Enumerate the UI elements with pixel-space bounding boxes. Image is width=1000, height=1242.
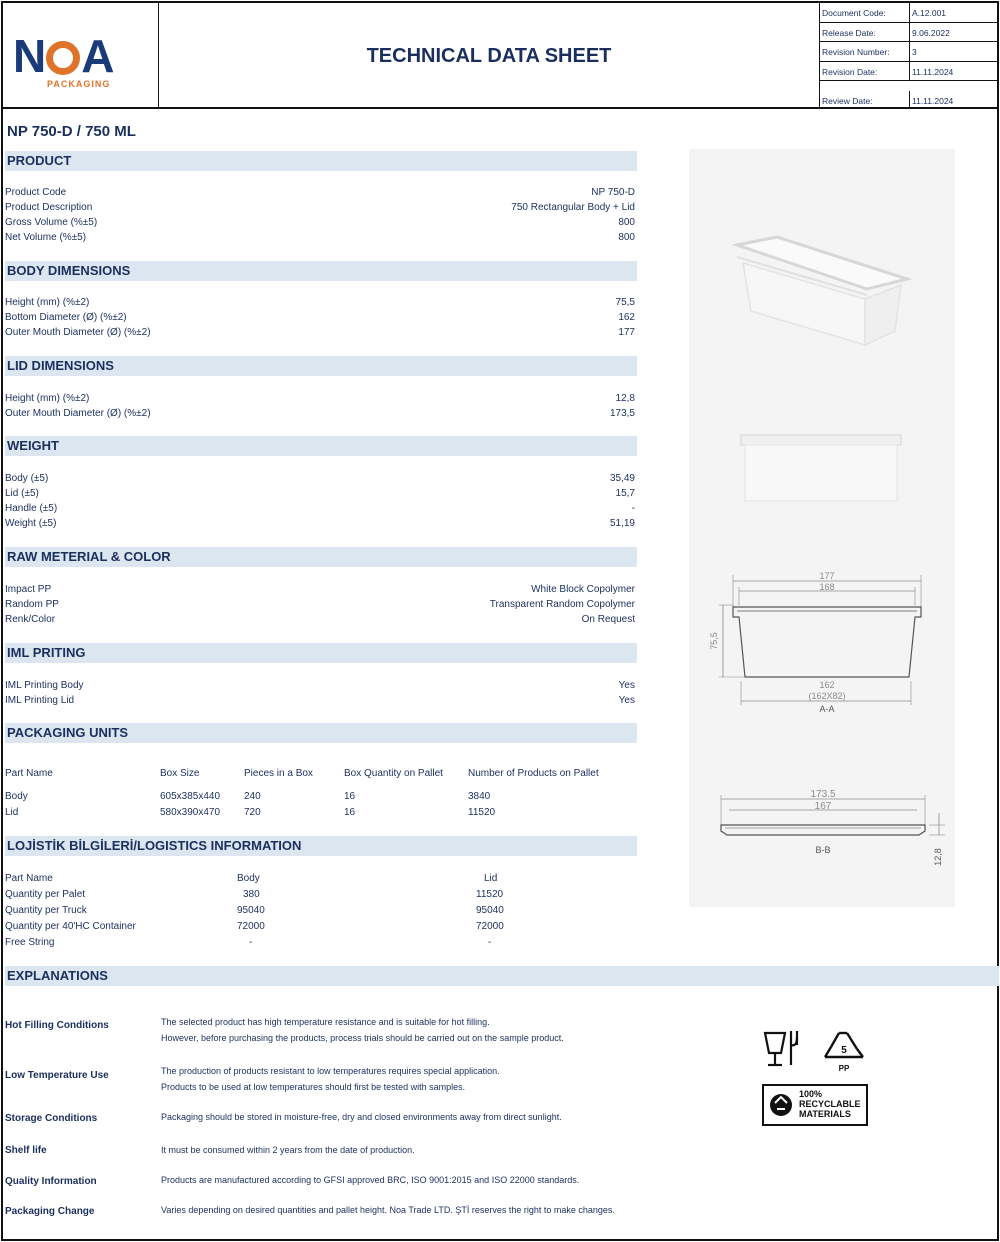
- document-header: [3, 3, 997, 109]
- logo-subtitle: PACKAGING: [47, 79, 111, 89]
- section-product: PRODUCT: [5, 151, 637, 171]
- packaging-header-row: Part Name Box Size Pieces in a Box Box Quantity on Pallet Number of Products on Pallet: [5, 768, 599, 779]
- product-drawings-panel: [689, 149, 955, 907]
- drawing-b-b: [721, 795, 945, 835]
- bb-top-outer: 173.5: [810, 789, 836, 800]
- product-drawings: [689, 149, 955, 907]
- spec-row: Net Volume (%±5) 800: [5, 232, 635, 243]
- table-row: Quantity per Palet 380 11520: [5, 889, 504, 900]
- spec-row: Random PP Transparent Random Copolymer: [5, 599, 635, 610]
- explanation-text: However, before purchasing the products, process trials should be carried out on the sample product.: [161, 1033, 564, 1043]
- recycle-line-3: MATERIALS: [799, 1109, 851, 1119]
- section-packaging-units: PACKAGING UNITS: [5, 723, 637, 743]
- explanation-text: Products to be used at low temperatures should first be tested with samples.: [161, 1082, 466, 1092]
- spec-row: Gross Volume (%±5) 800: [5, 217, 635, 228]
- bb-top-inner: 167: [814, 801, 832, 812]
- spec-row: Body (±5) 35,49: [5, 473, 635, 484]
- explanation-label: Quality Information: [5, 1176, 97, 1187]
- explanation-label: Shelf life: [5, 1145, 47, 1156]
- explanation-text: The selected product has high temperature resistance and is suitable for hot filling.: [161, 1017, 490, 1027]
- document-meta-table: [819, 3, 997, 109]
- table-row: Body 605x385x440 240 16 3840: [5, 791, 491, 802]
- table-row: Quantity per 40'HC Container 72000 72000: [5, 921, 504, 932]
- logistics-header-row: Part Name Body Lid: [5, 873, 498, 884]
- bb-label: B-B: [815, 845, 831, 855]
- recycle-line-1: 100%: [799, 1089, 823, 1099]
- explanation-text: Varies depending on desired quantities and pallet height. Noa Trade LTD. ŞTİ reserves the right to make changes.: [161, 1205, 615, 1215]
- aa-height: 75,5: [709, 632, 719, 650]
- meta-row: Review Date: 11.11.2024: [820, 81, 997, 109]
- aa-bottom: 162: [819, 680, 835, 690]
- recycle-line-2: RECYCLABLE: [799, 1099, 861, 1109]
- meta-row: Release Date: 9.06.2022: [820, 23, 997, 43]
- food-safe-icon: [765, 1031, 797, 1065]
- explanation-text: Packaging should be stored in moisture-free, dry and closed environments away from direct sunlight.: [161, 1112, 562, 1122]
- spec-row: Product Code NP 750-D: [5, 187, 635, 198]
- section-weight: WEIGHT: [5, 436, 637, 456]
- explanation-label: Hot Filling Conditions: [5, 1020, 109, 1031]
- meta-row: Revision Number: 3: [820, 42, 997, 62]
- section-explanations: EXPLANATIONS: [5, 966, 999, 986]
- aa-bottom-sub: (162X82): [808, 691, 846, 701]
- spec-row: Outer Mouth Diameter (Ø) (%±2) 177: [5, 327, 635, 338]
- aa-label: A-A: [819, 704, 835, 714]
- explanation-text: The production of products resistant to low temperatures requires special application.: [161, 1066, 500, 1076]
- section-logistics: LOJİSTİK BİLGİLERİ/LOGISTICS INFORMATION: [5, 836, 637, 856]
- section-raw-material: RAW METERIAL & COLOR: [5, 547, 637, 567]
- section-iml-printing: IML PRITING: [5, 643, 637, 663]
- bb-height: 12,8: [933, 848, 943, 866]
- product-render-lid: [741, 435, 901, 501]
- explanation-text: It must be consumed within 2 years from the date of production.: [161, 1145, 415, 1155]
- spec-row: IML Printing Lid Yes: [5, 695, 635, 706]
- spec-row: Impact PP White Block Copolymer: [5, 584, 635, 595]
- company-logo: [3, 3, 159, 109]
- spec-row: Weight (±5) 51,19: [5, 518, 635, 529]
- explanation-text: Products are manufactured according to GFSI approved BRC, ISO 9001:2015 and ISO 22000 standards.: [161, 1175, 580, 1185]
- product-render-body: [737, 237, 907, 345]
- table-row: Quantity per Truck 95040 95040: [5, 905, 504, 916]
- spec-row: Handle (±5) -: [5, 503, 635, 514]
- aa-top-inner: 168: [819, 582, 835, 592]
- explanation-label: Storage Conditions: [5, 1113, 98, 1124]
- table-row: Free String - -: [5, 937, 492, 948]
- meta-row: Revision Date: 11.11.2024: [820, 62, 997, 82]
- spec-row: Renk/Color On Request: [5, 614, 635, 625]
- table-row: Lid 580x390x470 720 16 11520: [5, 807, 496, 818]
- explanation-label: Low Temperature Use: [5, 1070, 109, 1081]
- spec-row: Lid (±5) 15,7: [5, 488, 635, 499]
- technical-data-sheet: [1, 1, 999, 1241]
- logo-wordmark: N A: [13, 30, 114, 82]
- spec-row: Product Description 750 Rectangular Body + Lid: [5, 202, 635, 213]
- explanation-label: Packaging Change: [5, 1206, 95, 1217]
- spec-row: Height (mm) (%±2) 75,5: [5, 297, 635, 308]
- aa-top-outer: 177: [819, 571, 835, 581]
- pp-label: PP: [838, 1064, 850, 1073]
- certification-icons: [759, 1027, 879, 1127]
- section-lid-dimensions: LID DIMENSIONS: [5, 356, 637, 376]
- spec-row: Outer Mouth Diameter (Ø) (%±2) 173,5: [5, 408, 635, 419]
- document-title: TECHNICAL DATA SHEET: [366, 44, 612, 67]
- spec-row: Height (mm) (%±2) 12,8: [5, 393, 635, 404]
- section-body-dimensions: BODY DIMENSIONS: [5, 261, 637, 281]
- spec-row: Bottom Diameter (Ø) (%±2) 162: [5, 312, 635, 323]
- spec-row: IML Printing Body Yes: [5, 680, 635, 691]
- product-title: NP 750-D / 750 ML: [7, 123, 136, 140]
- pp-code: 5: [841, 1045, 847, 1056]
- logo-ring-icon: [46, 41, 80, 75]
- meta-row: Document Code: A.12.001: [820, 3, 997, 23]
